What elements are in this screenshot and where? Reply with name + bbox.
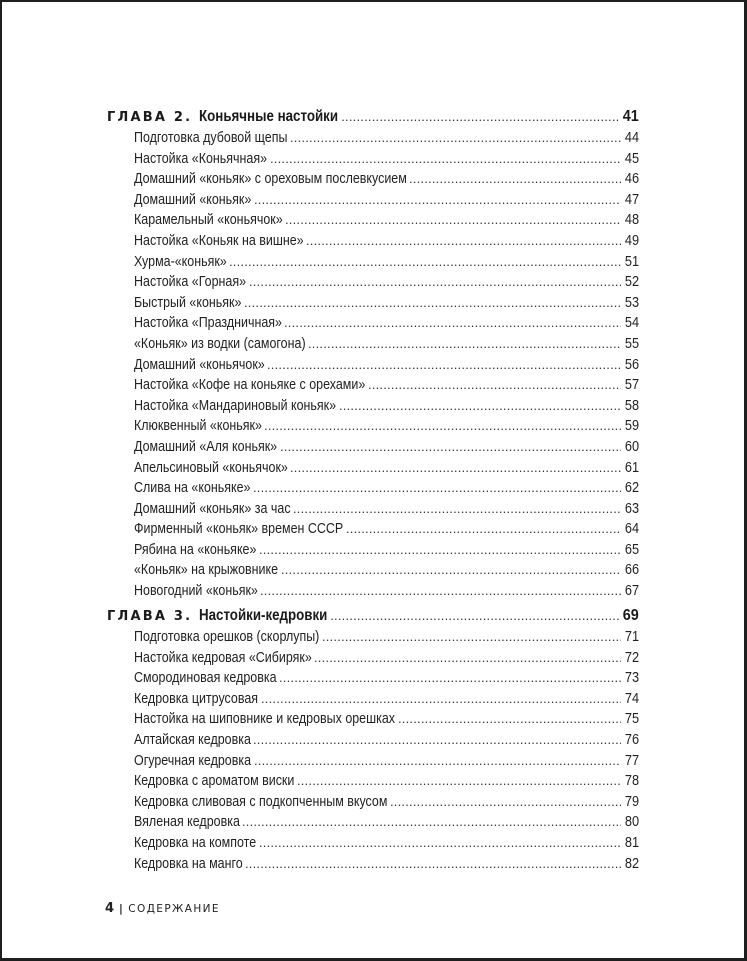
- entry-page-number: 60: [624, 438, 639, 455]
- entry-page-number: 51: [624, 253, 639, 270]
- chapter-items: [134, 128, 639, 602]
- toc-entry[interactable]: [134, 792, 639, 813]
- toc-entry[interactable]: [134, 375, 639, 396]
- entry-title: «Коньяк» из водки (самогона): [134, 335, 306, 352]
- entry-title: Кедровка сливовая с подкопченным вкусом: [134, 793, 388, 810]
- entry-title: Фирменный «коньяк» времен СССР: [134, 521, 344, 538]
- entry-title: Рябина на «коньяке»: [134, 541, 257, 558]
- entry-title: Клюквенный «коньяк»: [134, 418, 262, 435]
- dot-leader: [290, 458, 621, 479]
- entry-title: Карамельный «коньячок»: [134, 212, 283, 229]
- toc-entry[interactable]: [134, 149, 639, 170]
- entry-title: Смородиновая кедровка: [134, 670, 277, 687]
- entry-page-number: 56: [624, 356, 639, 373]
- entry-page-number: 45: [624, 150, 639, 167]
- dot-leader: [253, 478, 621, 499]
- toc-entry[interactable]: [134, 231, 639, 252]
- toc-entry[interactable]: [134, 730, 639, 751]
- entry-title: Кедровка цитрусовая: [134, 690, 259, 707]
- chapter-title: Настойки-кедровки: [199, 607, 328, 624]
- dot-leader: [244, 293, 621, 314]
- dot-leader: [259, 833, 621, 854]
- toc-entry[interactable]: [134, 648, 639, 669]
- chapter-heading[interactable]: [107, 106, 639, 128]
- entry-page-number: 81: [624, 834, 639, 851]
- dot-leader: [270, 149, 621, 170]
- entry-page-number: 59: [624, 418, 639, 435]
- dot-leader: [254, 751, 621, 772]
- entry-page-number: 62: [624, 480, 639, 497]
- toc-entry[interactable]: [134, 519, 639, 540]
- page-footer: [105, 901, 220, 916]
- entry-title: Кедровка с ароматом виски: [134, 773, 295, 790]
- dot-leader: [242, 812, 621, 833]
- entry-title: Новогодний «коньяк»: [134, 583, 258, 600]
- entry-title: Домашний «коньяк» с ореховым послевкусием: [134, 171, 407, 188]
- toc-entry[interactable]: [134, 560, 639, 581]
- entry-page-number: 53: [624, 294, 639, 311]
- dot-leader: [368, 375, 621, 396]
- entry-page-number: 58: [624, 397, 639, 414]
- dot-leader: [390, 792, 621, 813]
- toc-entry[interactable]: [134, 771, 639, 792]
- entry-title: Подготовка орешков (скорлупы): [134, 629, 320, 645]
- toc-entry[interactable]: [134, 355, 639, 376]
- entry-title: Домашний «коньячок»: [134, 356, 265, 373]
- entry-title: Настойка «Коньячная»: [134, 150, 268, 167]
- toc-entry[interactable]: [134, 396, 639, 417]
- entry-page-number: 79: [624, 793, 639, 810]
- toc-entry[interactable]: [134, 581, 639, 602]
- entry-title: Слива на «коньяке»: [134, 480, 251, 497]
- chapter-heading[interactable]: [107, 605, 639, 627]
- entry-page-number: 72: [624, 649, 639, 666]
- entry-title: Настойка на шиповнике и кедровых орешках: [134, 711, 396, 728]
- dot-leader: [297, 771, 621, 792]
- entry-title: Быстрый «коньяк»: [134, 294, 242, 311]
- footer-section-title: СОДЕРЖАНИЕ: [128, 903, 220, 915]
- entry-page-number: 57: [624, 377, 639, 394]
- dot-leader: [409, 169, 621, 190]
- entry-page-number: 75: [624, 711, 639, 728]
- toc-entry[interactable]: [134, 334, 639, 355]
- toc-entry[interactable]: [134, 210, 639, 231]
- entry-page-number: 64: [624, 521, 639, 538]
- toc-entry[interactable]: [134, 668, 639, 689]
- entry-page-number: 61: [624, 459, 639, 476]
- dot-leader: [314, 648, 621, 669]
- dot-leader: [260, 581, 621, 602]
- entry-page-number: 78: [624, 773, 639, 790]
- entry-title: Домашний «коньяк»: [134, 191, 252, 208]
- toc-entry[interactable]: [134, 627, 639, 648]
- entry-title: Подготовка дубовой щепы: [134, 130, 288, 146]
- dot-leader: [284, 313, 621, 334]
- entry-title: Настойка «Коньяк на вишне»: [134, 232, 304, 249]
- dot-leader: [341, 106, 619, 128]
- entry-title: Огуречная кедровка: [134, 752, 252, 769]
- entry-title: Алтайская кедровка: [134, 731, 251, 748]
- chapter-label: ГЛАВА 2.: [107, 110, 193, 125]
- entry-page-number: 65: [624, 541, 639, 558]
- entry-title: Домашний «коньяк» за час: [134, 500, 291, 517]
- entry-title: Апельсиновый «коньячок»: [134, 459, 288, 476]
- toc-entry[interactable]: [134, 689, 639, 710]
- dot-leader: [330, 605, 619, 627]
- toc-chapter-3: [107, 605, 639, 874]
- dot-leader: [346, 519, 621, 540]
- toc-entry[interactable]: [134, 190, 639, 211]
- chapter-items: [134, 627, 639, 874]
- toc-chapter-2: [107, 106, 639, 602]
- toc-entry[interactable]: [134, 313, 639, 334]
- entry-page-number: 63: [624, 500, 639, 517]
- chapter-label: ГЛАВА 3.: [107, 609, 193, 624]
- toc-entry[interactable]: [134, 128, 639, 149]
- dot-leader: [259, 540, 621, 561]
- dot-leader: [261, 689, 621, 710]
- dot-leader: [280, 437, 621, 458]
- dot-leader: [306, 231, 621, 252]
- toc-entry[interactable]: [134, 499, 639, 520]
- entry-page-number: 46: [624, 171, 639, 188]
- entry-page-number: 76: [624, 731, 639, 748]
- chapter-page-number: 41: [622, 108, 639, 125]
- toc-entry[interactable]: [134, 478, 639, 499]
- entry-title: Хурма-«коньяк»: [134, 253, 227, 270]
- dot-leader: [398, 709, 621, 730]
- entry-page-number: 71: [624, 629, 639, 645]
- toc-entry[interactable]: [134, 458, 639, 479]
- entry-title: Домашний «Аля коньяк»: [134, 438, 278, 455]
- dot-leader: [322, 627, 621, 648]
- dot-leader: [293, 499, 621, 520]
- entry-page-number: 80: [624, 814, 639, 831]
- dot-leader: [229, 252, 621, 273]
- entry-title: Вяленая кедровка: [134, 814, 240, 831]
- footer-separator: |: [119, 903, 125, 915]
- entry-page-number: 48: [624, 212, 639, 229]
- toc-entry[interactable]: [134, 293, 639, 314]
- dot-leader: [254, 190, 621, 211]
- dot-leader: [290, 128, 621, 149]
- entry-page-number: 49: [624, 232, 639, 249]
- toc-entry[interactable]: [134, 854, 639, 875]
- toc-entry[interactable]: [134, 416, 639, 437]
- toc-entry[interactable]: [134, 272, 639, 293]
- toc-entry[interactable]: [134, 751, 639, 772]
- entry-page-number: 54: [624, 315, 639, 332]
- toc-entry[interactable]: [134, 169, 639, 190]
- entry-title: Настойка «Горная»: [134, 274, 247, 291]
- footer-page-number: 4: [105, 901, 115, 916]
- entry-page-number: 52: [624, 274, 639, 291]
- dot-leader: [308, 334, 621, 355]
- entry-title: Настойка «Мандариновый коньяк»: [134, 397, 337, 414]
- toc-entry[interactable]: [134, 833, 639, 854]
- toc-entry[interactable]: [134, 252, 639, 273]
- entry-title: «Коньяк» на крыжовнике: [134, 562, 279, 579]
- entry-page-number: 73: [624, 670, 639, 687]
- entry-page-number: 67: [624, 583, 639, 600]
- dot-leader: [245, 854, 621, 875]
- entry-title: Кедровка на манго: [134, 855, 243, 872]
- entry-page-number: 47: [624, 191, 639, 208]
- dot-leader: [279, 668, 621, 689]
- entry-title: Кедровка на компоте: [134, 834, 257, 851]
- toc-entry[interactable]: [134, 709, 639, 730]
- entry-title: Настойка кедровая «Сибиряк»: [134, 649, 312, 666]
- chapter-page-number: 69: [622, 607, 639, 624]
- entry-title: Настойка «Праздничная»: [134, 315, 282, 332]
- dot-leader: [267, 355, 621, 376]
- document-page: [2, 2, 744, 958]
- dot-leader: [285, 210, 621, 231]
- entry-page-number: 77: [624, 752, 639, 769]
- dot-leader: [281, 560, 621, 581]
- entry-page-number: 82: [624, 855, 639, 872]
- dot-leader: [339, 396, 621, 417]
- entry-title: Настойка «Кофе на коньяке с орехами»: [134, 377, 366, 394]
- toc-entry[interactable]: [134, 437, 639, 458]
- entry-page-number: 55: [624, 335, 639, 352]
- dot-leader: [264, 416, 621, 437]
- entry-page-number: 66: [624, 562, 639, 579]
- dot-leader: [253, 730, 621, 751]
- entry-page-number: 44: [624, 130, 639, 146]
- dot-leader: [249, 272, 621, 293]
- entry-page-number: 74: [624, 690, 639, 707]
- toc-entry[interactable]: [134, 540, 639, 561]
- chapter-title: Коньячные настойки: [199, 108, 339, 125]
- toc-entry[interactable]: [134, 812, 639, 833]
